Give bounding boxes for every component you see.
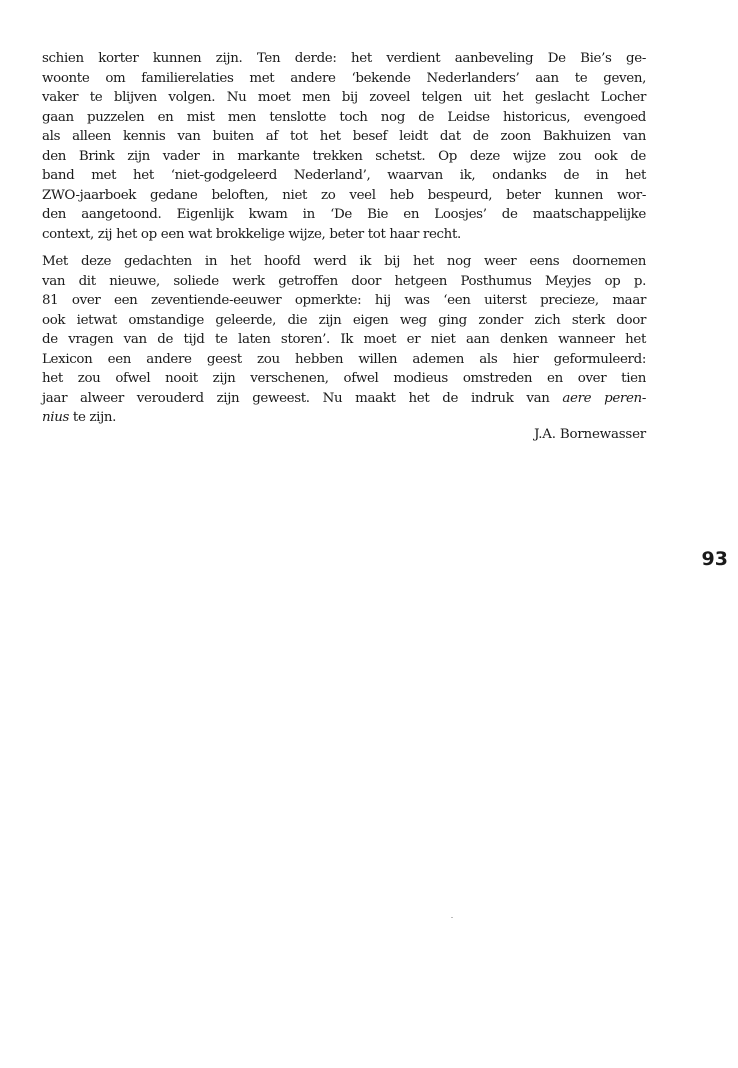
italic-run: aere peren- [562, 390, 646, 406]
text-run: jaar alweer verouderd zijn geweest. Nu maakt het de indruk van [42, 390, 563, 406]
text-line: woonte om familierelaties met andere ‘bekende Nederlanders’ aan te geven, [42, 70, 646, 86]
text-line: den Brink zijn vader in markante trekken schetst. Op deze wijze zou ook de [42, 148, 646, 164]
text-run: te zijn. [69, 410, 117, 425]
paragraph-spacer [42, 244, 646, 252]
italic-run: nius [42, 410, 70, 425]
text-line: het zou ofwel nooit zijn verschenen, ofwel modieus omstreden en over tien [42, 371, 646, 386]
scan-speck [451, 917, 453, 918]
page-number: 93 [701, 548, 728, 570]
text-line: 81 over een zeventiende-eeuwer opmerkte: hij was ‘een uiterst precieze, maar [42, 293, 646, 308]
paragraph-1 [42, 49, 646, 244]
text-line: Met deze gedachten in het hoofd werd ik bij het nog weer eens doornemen [42, 254, 646, 269]
text-line: de vragen van de tijd te laten storen’. Ik moet er niet aan denken wanneer het [42, 332, 646, 347]
text-line: context, zij het op een wat brokkelige wijze, beter tot haar recht. [42, 226, 461, 242]
text-line-mixed [42, 389, 646, 409]
text-line: gaan puzzelen en mist men tenslotte toch nog de Leidse historicus, evengoed [42, 109, 646, 125]
text-line: ook ietwat omstandige geleerde, die zijn eigen weg ging zonder zich sterk door [42, 312, 646, 328]
paragraph-2 [42, 252, 646, 428]
text-line: als alleen kennis van buiten af tot het besef leidt dat de zoon Bakhuizen van [42, 129, 646, 144]
author-signature: J.A. Bornewasser [534, 427, 646, 442]
text-line: van dit nieuwe, soliede werk getroffen door hetgeen Posthumus Meyjes op p. [42, 273, 646, 289]
text-line: schien korter kunnen zijn. Ten derde: het verdient aanbeveling De Bie’s ge- [42, 51, 646, 66]
body-text [42, 49, 646, 428]
text-line: band met het ‘niet-godgeleerd Nederland’, waarvan ik, ondanks de in het [42, 168, 646, 183]
text-line: den aangetoond. Eigenlijk kwam in ‘De Bie en Loosjes’ de maatschappelijke [42, 207, 646, 222]
text-line: Lexicon een andere geest zou hebben willen ademen als hier geformuleerd: [42, 351, 646, 367]
text-line: ZWO-jaarboek gedane beloften, niet zo veel heb bespeurd, beter kunnen wor- [42, 187, 646, 203]
text-line-mixed [42, 408, 646, 428]
text-line: vaker te blijven volgen. Nu moet men bij zoveel telgen uit het geslacht Locher [42, 90, 646, 105]
